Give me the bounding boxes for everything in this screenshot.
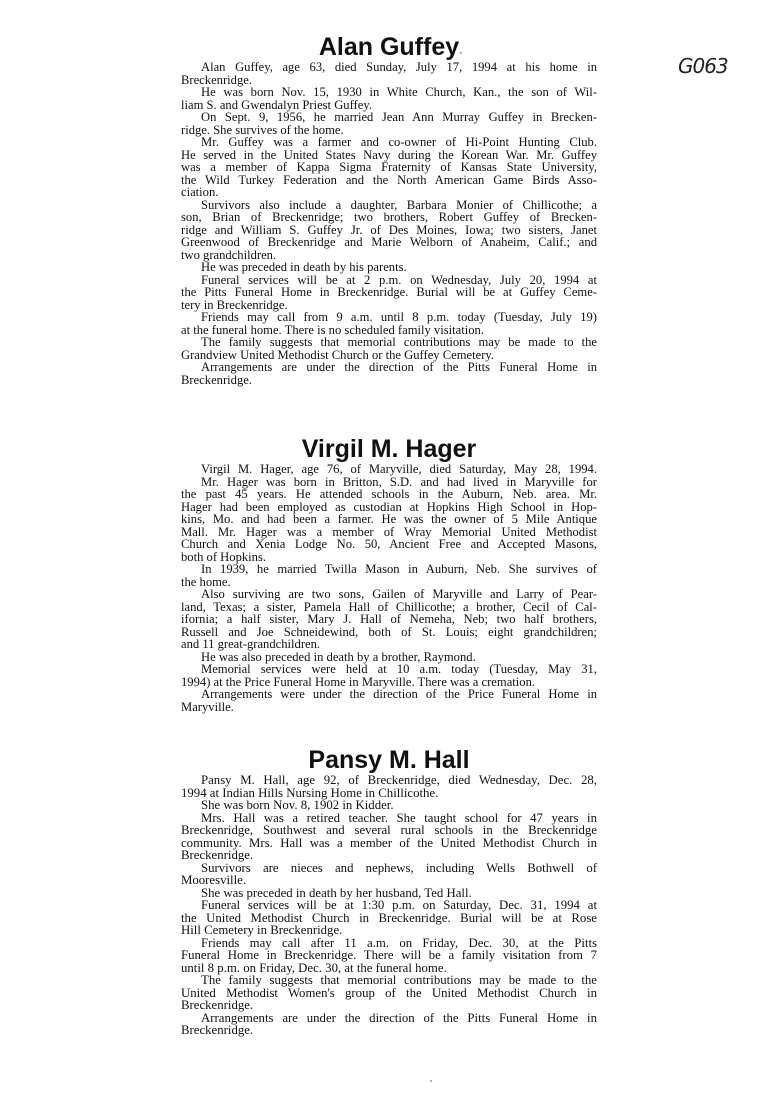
scan-speck [430, 1080, 432, 1082]
obituary-body [181, 61, 597, 386]
obituary-line: liam S. and Gwendalyn Priest Guffey. [181, 97, 372, 112]
obituary-line: the Pitts Funeral Home in Breckenridge. Burial will be at Guffey Ceme- [181, 285, 597, 299]
obituary-body [181, 774, 597, 1037]
obituary-line: Mooresville. [181, 873, 247, 887]
obituary-line: until 8 p.m. on Friday, Dec. 30, at the funeral home. [181, 960, 447, 975]
obituary-line: Grandview United Methodist Church or the Guffey Cemetery. [181, 347, 495, 362]
obituary-line: Mrs. Hall was a retired teacher. She taught school for 47 years in [201, 810, 597, 825]
obituary-line: Funeral services will be at 2 p.m. on Wednesday, July 20, 1994 at [201, 272, 597, 287]
obituary-line: land, Texas; a sister, Pamela Hall of Chillicothe; a brother, Cecil of Cal- [181, 599, 597, 614]
obituary-line: Church and Xenia Lodge No. 50, Ancient Free and Accepted Masons, [181, 537, 597, 551]
obituary-title: Pansy M. Hall [308, 746, 470, 774]
obituary-line: He was also preceded in death by a brother, Raymond. [201, 649, 476, 664]
obituary-line: community. Mrs. Hall was a member of the United Methodist Church in [181, 835, 597, 850]
obituary-line: The family suggests that memorial contributions may be made to the [201, 335, 597, 349]
obituary-line: Funeral services will be at 1:30 p.m. on Saturday, Dec. 31, 1994 at [201, 898, 597, 912]
handwritten-page-mark: G063 [678, 54, 728, 78]
obituary-line: Also surviving are two sons, Gailen of Maryville and Larry of Pear- [201, 587, 597, 601]
obituary-line: In 1939, he married Twilla Mason in Auburn, Neb. She survives of [201, 562, 597, 576]
obituary-line: Breckenridge. [181, 1023, 254, 1037]
obituary-line: Survivors also include a daughter, Barbara Monier of Chillicothe; a [201, 197, 597, 212]
obituary-line: Hager had been employed as custodian at Hopkins High School in Hop- [181, 499, 597, 514]
obituary-line: The family suggests that memorial contributions may be made to the [201, 973, 597, 987]
obituary-line: Friends may call after 11 a.m. on Friday, Dec. 30, at the Pitts [201, 935, 597, 950]
obituary-line: son, Brian of Breckenridge; two brothers, Robert Guffey of Brecken- [181, 210, 597, 224]
obituary-line: 1994 at Indian Hills Nursing Home in Chillicothe. [181, 785, 439, 800]
obituary-line: ciation. [181, 185, 219, 199]
obituary-line: the Wild Turkey Federation and the North American Game Birds Asso- [181, 172, 597, 187]
obituary-line: tery in Breckenridge. [181, 297, 288, 312]
obituary-line: two grandchildren. [181, 247, 277, 262]
obituary-line: and 11 great-grandchildren. [181, 637, 321, 651]
obituary-line: Breckenridge. [181, 372, 252, 387]
obituary-line: Alan Guffey, age 63, died Sunday, July 17, 1994 at his home in [201, 60, 597, 74]
obituary-line: He was born Nov. 15, 1930 in White Church, Kan., the son of Wil- [201, 85, 597, 99]
obituary-line: Virgil M. Hager, age 76, of Maryville, died Saturday, May 28, 1994. [201, 462, 597, 476]
obituary-line: ridge and William S. Guffey Jr. of Des Moines, Iowa; two sisters, Janet [181, 222, 597, 237]
obituary-line: was a member of Kappa Sigma Fraternity of Kansas State University, [181, 160, 597, 174]
obituary-line: 1994) at the Price Funeral Home in Maryville. There was a cremation. [181, 674, 536, 689]
obituary-virgil-hager [181, 435, 597, 713]
obituary-title: Virgil M. Hager [301, 435, 477, 463]
obituary-line: Russell and Joe Schneidewind, both of St. Louis; eight grandchildren; [181, 624, 597, 639]
obituary-line: Breckenridge. [181, 998, 254, 1012]
obituary-line: He served in the United States Navy during the Korean War. Mr. Guffey [181, 147, 597, 162]
obituary-alan-guffey [181, 33, 597, 386]
obituary-line: Maryville. [181, 699, 234, 714]
obituary-line: Memorial services were held at 10 a.m. today (Tuesday, May 31, [201, 662, 597, 676]
obituary-line: Breckenridge, Southwest and several rural schools in the Breckenridge [181, 823, 597, 837]
obituary-line: Greenwood of Breckenridge and Marie Welborn of Anaheim, Calif.; and [181, 235, 597, 249]
obituary-line: Mr. Guffey was a farmer and co-owner of Hi-Point Hunting Club. [201, 135, 597, 149]
obituary-line: On Sept. 9, 1956, he married Jean Ann Murray Guffey in Brecken- [201, 110, 597, 124]
obituary-line: both of Hopkins. [181, 549, 267, 564]
obituary-line: Friends may call from 9 a.m. until 8 p.m. today (Tuesday, July 19) [201, 310, 597, 324]
obituary-body [181, 463, 597, 713]
obituary-line: Breckenridge. [181, 72, 252, 87]
obituary-line: She was born Nov. 8, 1902 in Kidder. [201, 798, 394, 812]
obituary-line: the past 45 years. He attended schools in the Auburn, Neb. area. Mr. [181, 487, 597, 501]
obituary-line: Arrangements were under the direction of the Price Funeral Home in [201, 687, 597, 701]
obituary-line: kins, Mo. and had been a farmer. He was the owner of 5 Mile Antique [181, 512, 597, 526]
obituary-line: Hill Cemetery in Breckenridge. [181, 923, 343, 937]
obituary-line: Mall. Mr. Hager was a member of Wray Memorial United Methodist [181, 524, 597, 539]
obituary-line: She was preceded in death by her husband, Ted Hall. [201, 885, 472, 900]
obituary-line: He was preceded in death by his parents. [201, 260, 407, 274]
obituary-line: at the funeral home. There is no scheduled family visitation. [181, 322, 484, 337]
obituary-line: Mr. Hager was born in Britton, S.D. and had lived in Maryville for [201, 474, 597, 489]
obituary-line: United Methodist Women's group of the United Methodist Church in [181, 985, 597, 1000]
obituary-title: Alan Guffey [318, 33, 460, 61]
obituary-line: the United Methodist Church in Breckenridge. Burial will be at Rose [181, 910, 597, 925]
obituary-line: ifornia; a half sister, Mary J. Hall of Nemeha, Neb; two half brothers, [181, 612, 597, 626]
obituary-line: Arrangements are under the direction of the Pitts Funeral Home in [201, 1010, 597, 1025]
obituary-line: Funeral Home in Breckenridge. There will be a family visitation from 7 [181, 948, 597, 962]
obituary-line: the home. [181, 574, 231, 589]
obituary-pansy-hall [181, 746, 597, 1037]
obituary-line: Pansy M. Hall, age 92, of Breckenridge, died Wednesday, Dec. 28, [201, 773, 597, 787]
obituary-line: Arrangements are under the direction of the Pitts Funeral Home in [201, 360, 597, 374]
obituary-line: Survivors are nieces and nephews, including Wells Bothwell of [201, 860, 597, 875]
obituary-line: Breckenridge. [181, 848, 254, 862]
obituary-line: ridge. She survives of the home. [181, 122, 344, 137]
